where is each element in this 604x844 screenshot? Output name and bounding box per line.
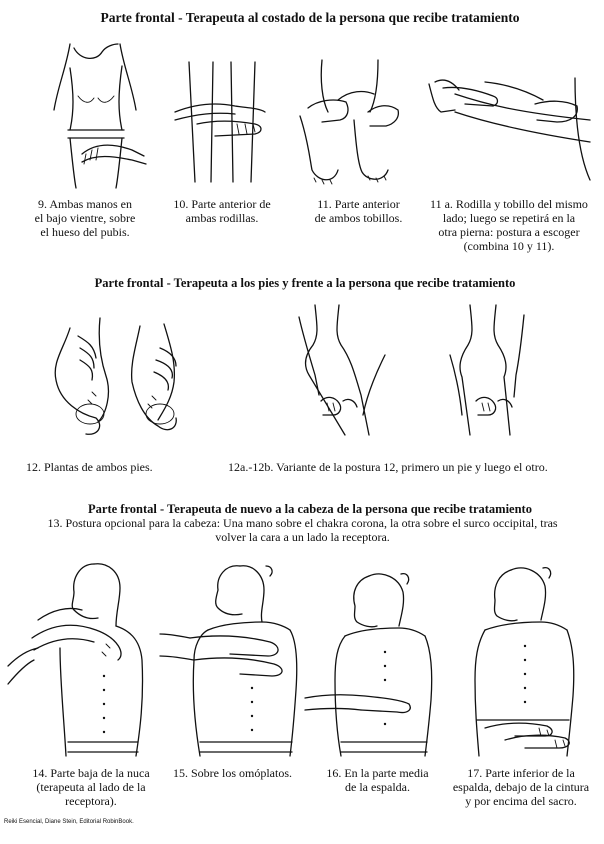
caption-17: 17. Parte inferior de la espalda, debajo de la cintura y por encima del sacro. [452, 766, 590, 808]
figure-14-illustration [8, 560, 153, 760]
figure-15-illustration [160, 560, 305, 760]
figure-10-illustration [175, 62, 275, 187]
section3-intro: 13. Postura opcional para la cabeza: Una mano sobre el chakra corona, la otra sobre el surco occipital, tras volver la cara a un lado la receptora. [47, 516, 558, 544]
caption-15: 15. Sobre los omóplatos. [173, 766, 292, 780]
figure-11-illustration [298, 60, 408, 188]
source-credit: Reiki Esencial, Diane Stein, Editorial RobinBook. [4, 819, 134, 825]
figure-11a-illustration [425, 70, 590, 180]
figure-17-illustration [455, 560, 600, 760]
caption-11: 11. Parte anterior de ambos tobillos. [314, 197, 403, 225]
figure-12-illustration [40, 318, 190, 436]
caption-9: 9. Ambas manos en el bajo vientre, sobre el hueso del pubis. [34, 197, 136, 239]
figure-16-illustration [305, 560, 450, 760]
figure-12b-illustration [440, 305, 535, 440]
section3-heading: Parte frontal - Terapeuta de nuevo a la cabeza de la persona que recibe tratamiento [88, 502, 532, 516]
figure-12a-illustration [295, 305, 390, 440]
caption-11a: 11 a. Rodilla y tobillo del mismo lado; luego se repetirá en la otra pierna: postura a escoger (combina 10 y 11). [430, 197, 588, 253]
section1-heading: Parte frontal - Terapeuta al costado de la persona que recibe tratamiento [100, 10, 520, 25]
caption-14: 14. Parte baja de la nuca (terapeuta al lado de la receptora). [32, 766, 150, 808]
section2-heading: Parte frontal - Terapeuta a los pies y frente a la persona que recibe tratamiento [94, 276, 516, 290]
caption-16: 16. En la parte media de la espalda. [326, 766, 429, 794]
figure-9-illustration [40, 38, 150, 188]
caption-12: 12. Plantas de ambos pies. [26, 460, 153, 474]
caption-12a-12b: 12a.-12b. Variante de la postura 12, primero un pie y luego el otro. [228, 460, 548, 474]
caption-10: 10. Parte anterior de ambas rodillas. [173, 197, 271, 225]
